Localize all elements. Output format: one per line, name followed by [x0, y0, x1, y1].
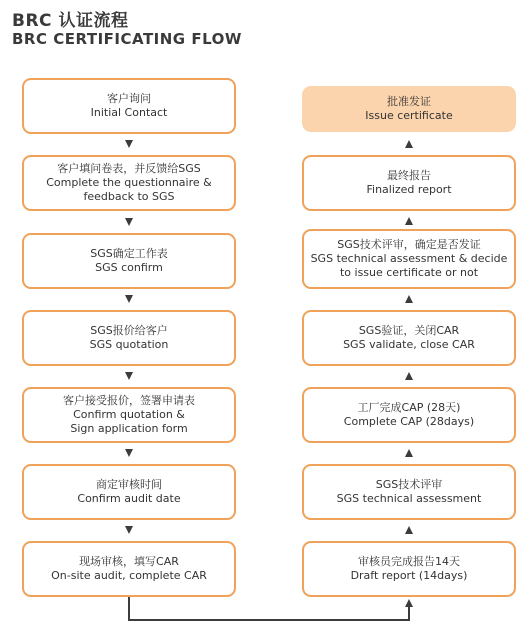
step-label-en: Complete CAP (28days)	[343, 415, 475, 428]
step-label-en: Finalized report	[366, 183, 452, 196]
step-label-en: Confirm audit date	[77, 492, 181, 505]
step-label-zh: 客户询问	[107, 92, 151, 105]
arrow-down-icon	[125, 140, 133, 148]
step-label-en: SGS validate, close CAR	[343, 338, 475, 351]
page-title-zh: BRC 认证流程	[12, 11, 129, 31]
arrow-up-icon	[405, 217, 413, 225]
step-label-zh: 批准发证	[387, 95, 431, 108]
flow-step-confirm-quotation	[22, 387, 236, 443]
step-label-zh: 审核员完成报告14天	[358, 555, 460, 568]
step-label-zh: 商定审核时间	[96, 478, 162, 491]
step-label-zh: SGS技术评审	[375, 478, 443, 491]
arrow-down-icon	[125, 526, 133, 534]
arrow-down-icon	[125, 218, 133, 226]
flow-step-technical-decision	[302, 229, 516, 289]
step-label-en: SGS technical assessment	[336, 492, 482, 505]
flow-step-issue-certificate	[302, 86, 516, 132]
step-label-en: SGS confirm	[95, 261, 163, 274]
arrow-down-icon	[125, 372, 133, 380]
step-label-zh: 工厂完成CAP (28天)	[357, 401, 461, 414]
arrow-up-icon	[405, 526, 413, 534]
arrow-up-icon	[405, 449, 413, 457]
flow-step-technical-assessment	[302, 464, 516, 520]
step-label-zh: SGS技术评审，确定是否发证	[337, 238, 481, 251]
flow-step-sgs-quotation	[22, 310, 236, 366]
connector-line	[128, 597, 130, 620]
step-label-zh: SGS报价给客户	[90, 324, 168, 337]
step-label-en: On-site audit, complete CAR	[51, 569, 207, 582]
flow-step-audit-date	[22, 464, 236, 520]
connector-line	[128, 619, 410, 621]
step-label-en: Issue certificate	[365, 109, 453, 122]
flow-step-draft-report	[302, 541, 516, 597]
flow-step-sgs-confirm	[22, 233, 236, 289]
step-label-zh: 客户填问卷表，并反馈给SGS	[57, 162, 201, 175]
step-label-en: Complete the questionnaire &	[46, 176, 212, 189]
arrow-up-icon	[405, 140, 413, 148]
flow-step-close-car	[302, 310, 516, 366]
step-label-zh: 最终报告	[387, 169, 431, 182]
flow-step-finalized-report	[302, 155, 516, 211]
arrow-down-icon	[125, 295, 133, 303]
step-label-en: to issue certificate or not	[339, 266, 479, 279]
step-label-zh: 客户接受报价，签署申请表	[63, 394, 195, 407]
flow-step-questionnaire	[22, 155, 236, 211]
step-label-en: feedback to SGS	[83, 190, 175, 203]
step-label-en: Initial Contact	[90, 106, 168, 119]
arrow-up-icon	[405, 295, 413, 303]
step-label-en: Confirm quotation &	[73, 408, 185, 421]
page-title-en: BRC CERTIFICATING FLOW	[12, 30, 242, 48]
step-label-en: SGS quotation	[89, 338, 169, 351]
flow-step-complete-cap	[302, 387, 516, 443]
arrow-down-icon	[125, 449, 133, 457]
step-label-zh: 现场审核，填写CAR	[79, 555, 179, 568]
step-label-zh: SGS验证，关闭CAR	[358, 324, 460, 337]
flow-step-initial-contact	[22, 78, 236, 134]
flow-step-onsite-audit	[22, 541, 236, 597]
step-label-en: Sign application form	[70, 422, 188, 435]
step-label-en: SGS technical assessment & decide	[310, 252, 508, 265]
step-label-en: Draft report (14days)	[350, 569, 468, 582]
step-label-zh: SGS确定工作表	[90, 247, 168, 260]
connector-line	[408, 606, 410, 621]
arrow-up-icon	[405, 372, 413, 380]
